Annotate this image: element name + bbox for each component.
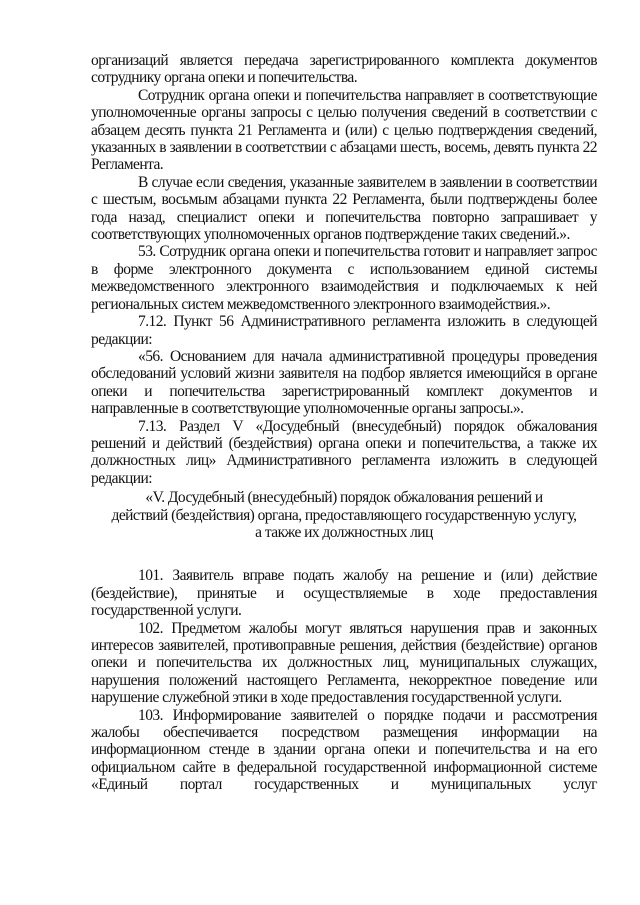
paragraph: 7.13. Раздел V «Досудебный (внесудебный) порядок обжалования решений и действий (бездействия) органа опеки и попечительства, а также их должностных лиц» Административного регламента изложить в следующей редакции: bbox=[91, 417, 597, 487]
paragraphs-bottom bbox=[91, 567, 597, 793]
paragraphs-top bbox=[91, 52, 597, 487]
document-page bbox=[91, 52, 597, 794]
paragraph: организаций является передача зарегистрированного комплекта документов сотруднику органа опеки и попечительства. bbox=[91, 52, 597, 87]
heading-line: действий (бездействия) органа, предоставляющего государственную услугу, bbox=[111, 506, 577, 524]
spacer bbox=[91, 541, 597, 567]
paragraph: 101. Заявитель вправе подать жалобу на решение и (или) действие (бездействие), принятые и осуществляемые в ходе предоставления государственной услуги. bbox=[91, 567, 597, 620]
paragraph: В случае если сведения, указанные заявителем в заявлении в соответствии с шестым, восьмым абзацами пункта 22 Регламента, были подтверждены более года назад, специалист опеки и попечительства повторно запрашивает у соответствующих уполномоченных органов подтверждение таких сведений.». bbox=[91, 173, 597, 244]
paragraph: «56. Основанием для начала административной процедуры проведения обследований условий жизни заявителя на подбор является имеющийся в органе опеки и попечительства зарегистрированный комплект документов и направленные в соответствующие уполномоченные органы запросы.». bbox=[91, 347, 597, 418]
paragraph: Сотрудник органа опеки и попечительства направляет в соответствующие уполномоченные органы запросы с целью получения сведений в соответствии с абзацем десять пункта 21 Регламента и (или) с целью подтверждения сведений, указанных в заявлении в соответствии с абзацами шесть, восемь, девять пункта 22 Регламента. bbox=[91, 86, 597, 174]
heading-line: а также их должностных лиц bbox=[255, 523, 433, 541]
paragraph: 103. Информирование заявителей о порядке подачи и рассмотрения жалобы обеспечивается посредством размещения информации на информационном стенде в здании органа опеки и попечительства и на его официальном сайте в федеральной государственной информационной системе «Единый портал государственных и муниципальных услуг bbox=[91, 706, 597, 794]
paragraph: 7.12. Пункт 56 Административного регламента изложить в следующей редакции: bbox=[91, 313, 597, 348]
paragraph: 53. Сотрудник органа опеки и попечительства готовит и направляет запрос в форме электронного документа с использованием единой системы межведомственного электронного взаимодействия и подключаемых к ней региональных систем межведомственного электронного взаимодействия.». bbox=[91, 243, 597, 313]
paragraph: 102. Предметом жалобы могут являться нарушения прав и законных интересов заявителей, противоправные решения, действия (бездействие) органов опеки и попечительства их должностных лиц, муниципальных служащих, нарушения положений настоящего Регламента, некорректное поведение или нарушение служебной этики в ходе предоставления государственной услуги. bbox=[91, 619, 597, 707]
section-heading bbox=[91, 489, 597, 541]
heading-line: «V. Досудебный (внесудебный) порядок обжалования решений и bbox=[145, 489, 543, 507]
